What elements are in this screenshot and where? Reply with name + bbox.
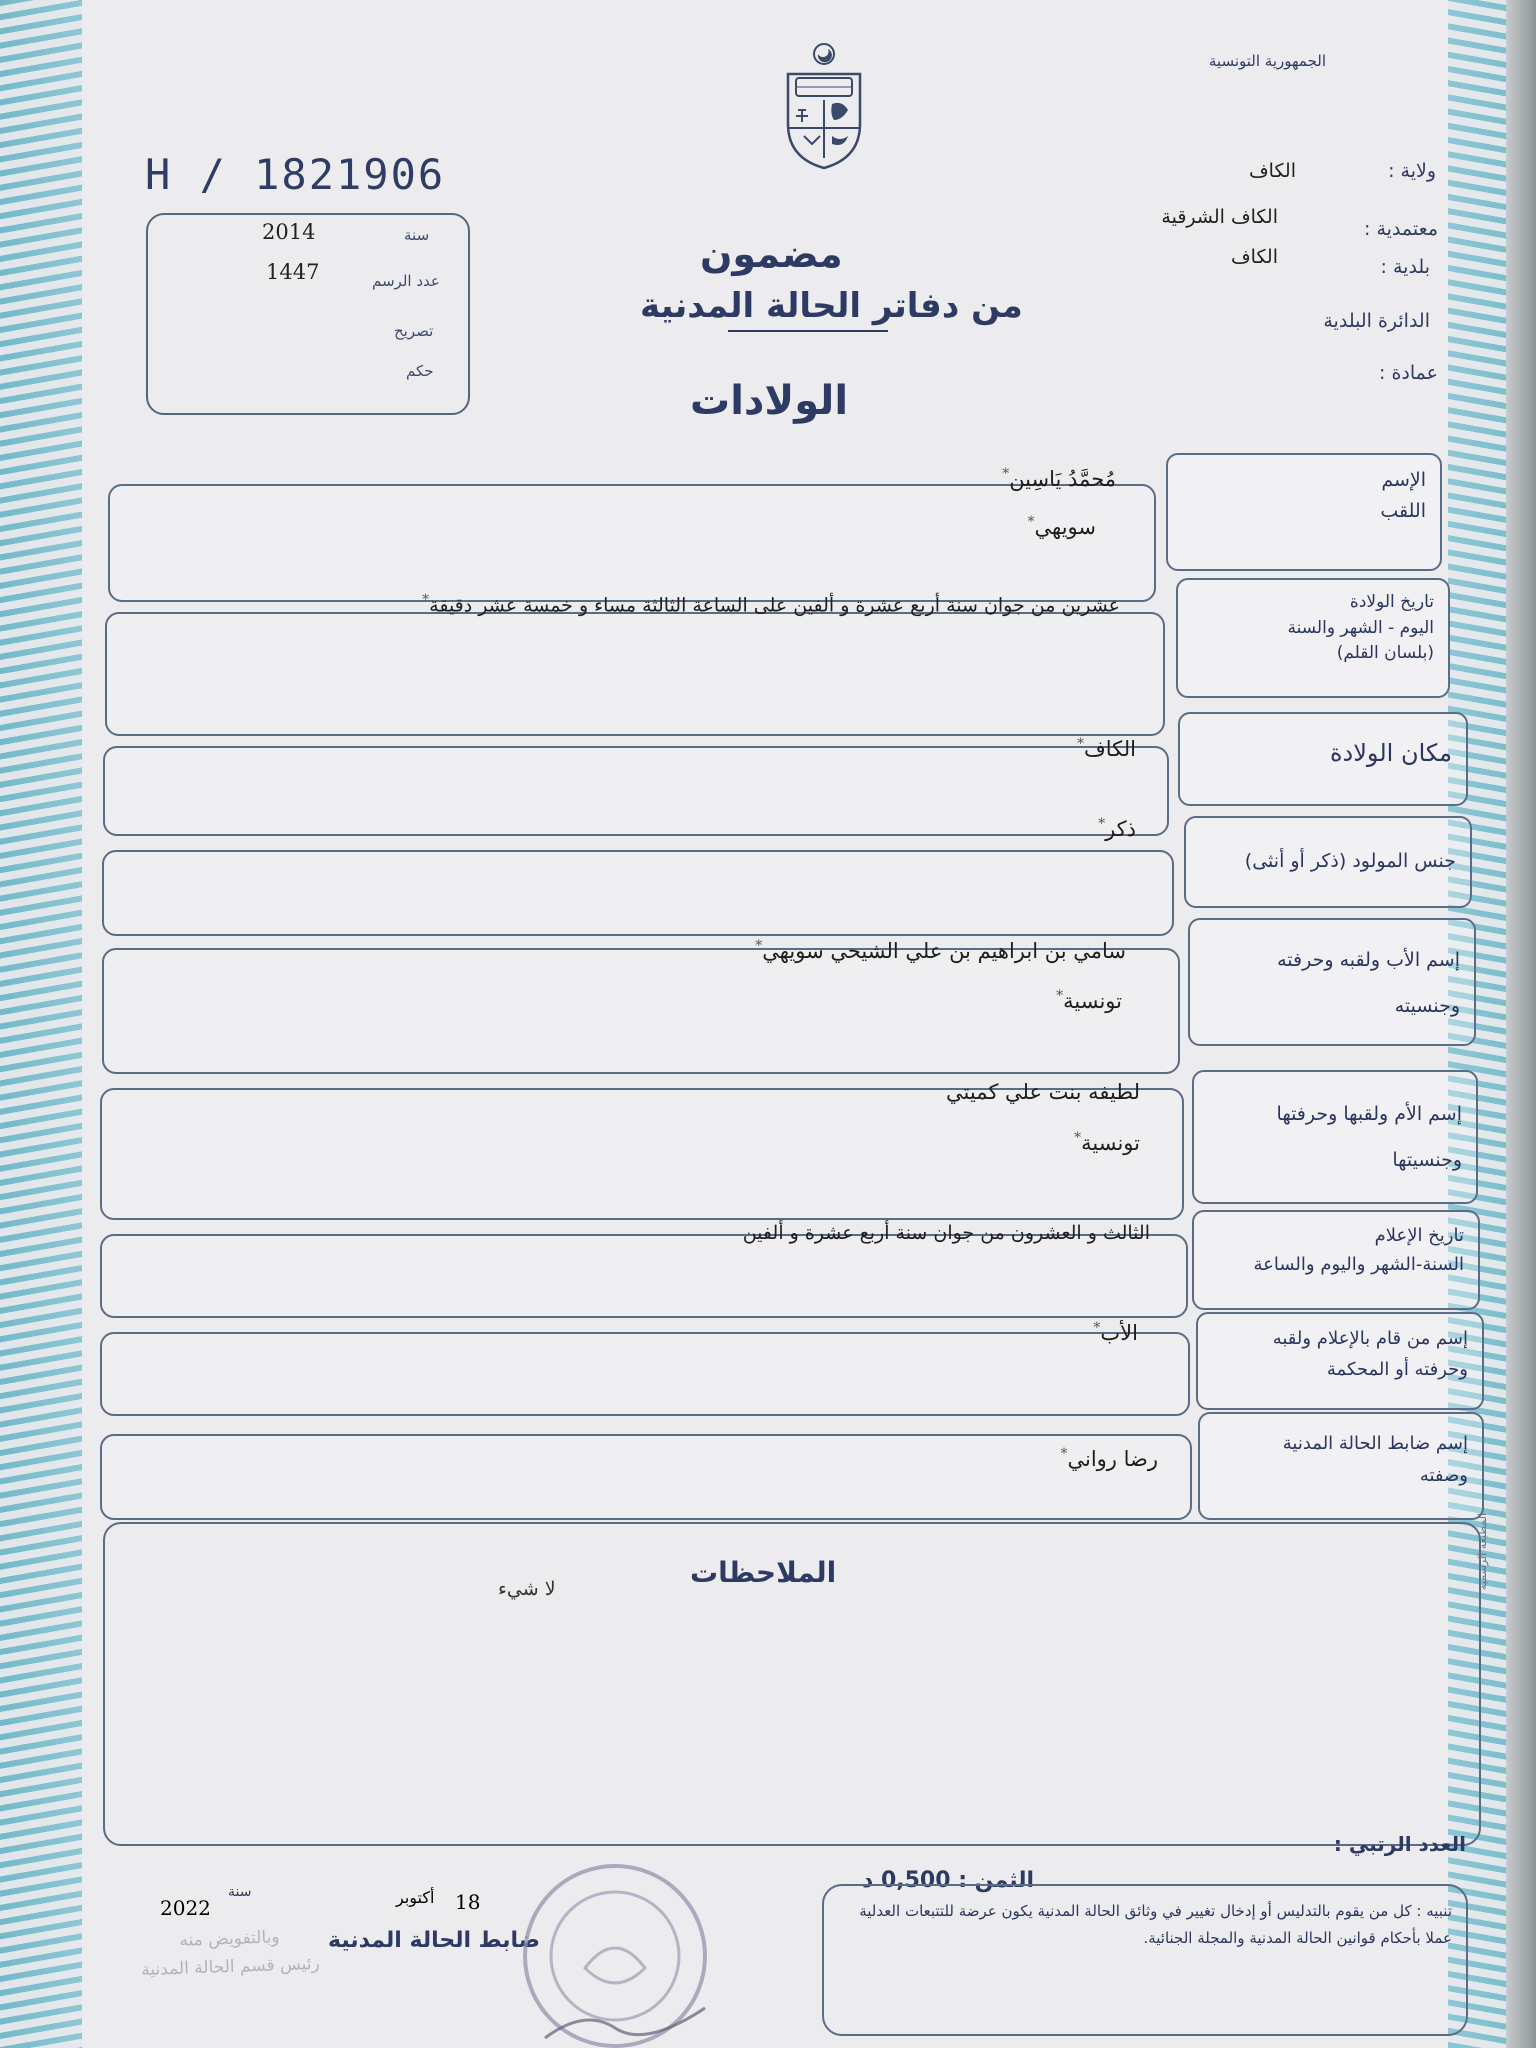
mother-nationality-label: وجنسيتها (1392, 1148, 1462, 1171)
remarks-title: الملاحظات (690, 1556, 837, 1589)
document-subtitle: من دفاتر الحالة المدنية (640, 286, 1023, 326)
father-label-box (1188, 918, 1476, 1046)
father-name-value: سامي بن ابراهيم بن علي الشيحي سويهي* (755, 938, 1126, 963)
official-seal-icon (505, 1848, 723, 2048)
issue-month: أكتوبر (396, 1888, 435, 1907)
registration-year-label: سنة (404, 226, 430, 244)
registration-number-label: عدد الرسم (372, 272, 440, 290)
name-value-box (108, 484, 1156, 602)
governorate-value: الكاف (1248, 160, 1296, 182)
surname-value: سويهي* (1027, 514, 1096, 539)
officer-value-box (100, 1434, 1192, 1520)
legal-notice: تنبيه : كل من يقوم بالتدليس أو إدخال تغيير في وثائق الحالة المدنية يكون عرضة للتتبعات العدلية عملا بأحكام قوانين الحالة المدنية والمجلة الجنائية. (859, 1902, 1452, 1947)
issue-year: 2022 (160, 1896, 211, 1920)
declarant-label-box (1196, 1312, 1484, 1410)
name-label-box (1166, 453, 1442, 571)
father-nationality-value: تونسية* (1056, 988, 1122, 1013)
delegation-label: معتمدية : (1364, 218, 1438, 240)
municipality-value: الكاف (1230, 246, 1278, 268)
declaration-date-value-box (100, 1234, 1188, 1318)
declarant-value-box (100, 1332, 1190, 1416)
registration-year: 2014 (262, 220, 316, 244)
declaration-date-value: الثالث و العشرون من جوان سنة أربع عشرة و ألفين (742, 1222, 1150, 1244)
birthplace-label-box (1178, 712, 1468, 806)
register-type-title: الولادات (690, 378, 849, 424)
municipal-district-label: الدائرة البلدية (1323, 310, 1430, 332)
remarks-value: لا شيء (498, 1578, 556, 1600)
subtitle-underline (728, 330, 888, 332)
declaration-date-label-box (1192, 1210, 1480, 1310)
printer-mark: المطبعة الرسمية (1476, 1512, 1489, 1590)
birth-date-sub-label: اليوم - الشهر والسنة (1287, 617, 1434, 638)
officer-signature-title: ضابط الحالة المدنية (328, 1928, 541, 1953)
officer-label: إسم ضابط الحالة المدنية (1282, 1433, 1468, 1454)
birth-date-value-box (105, 612, 1165, 736)
mother-name-value: لطيفه بنت علي كميتي (946, 1080, 1140, 1104)
declaration-date-sub-label: السنة-الشهر واليوم والساعة (1253, 1253, 1464, 1275)
delegation-stamp-line-2: وبالتفويض منه (179, 1927, 280, 1951)
price: الثمن : 0,500 د (862, 1868, 1034, 1893)
delegation-stamp (129, 1922, 331, 1985)
officer-label-box (1198, 1412, 1484, 1520)
first-name-value: مُحمَّدُ يَاسِين* (1002, 466, 1116, 491)
birth-date-note: (بلسان القلم) (1336, 643, 1434, 663)
declarant-value: الأب* (1093, 1320, 1138, 1345)
birthplace-value: الكاف* (1077, 736, 1136, 761)
judgment-label: حكم (406, 362, 434, 380)
sex-value: ذكر* (1098, 816, 1136, 841)
officer-sub-label: وصفته (1419, 1465, 1468, 1487)
page-edge-shadow (1506, 0, 1536, 2048)
governorate-label: ولاية : (1388, 160, 1436, 182)
surname-label: اللقب (1380, 500, 1426, 523)
issue-year-label: سنة (228, 1884, 252, 1900)
father-value-box (102, 948, 1180, 1074)
republic-heading: الجمهورية التونسية (1208, 52, 1326, 70)
registration-number: 1447 (266, 260, 320, 284)
left-security-border (0, 0, 82, 2048)
declaration-date-label: تاريخ الإعلام (1374, 1225, 1464, 1246)
issue-day: 18 (455, 1890, 481, 1914)
sex-label: جنس المولود (ذكر أو أنثى) (1244, 850, 1456, 872)
document-title: مضمون (700, 232, 843, 276)
sex-label-box (1184, 816, 1472, 908)
declarant-sub-label: وحرفته أو المحكمة (1326, 1358, 1468, 1380)
declarant-label: إسم من قام بالإعلام ولقبه (1272, 1328, 1468, 1349)
birthplace-value-box (103, 746, 1169, 836)
birthplace-label: مكان الولادة (1329, 739, 1452, 767)
mother-label: إسم الأم ولقبها وحرفتها (1276, 1103, 1462, 1125)
father-label: إسم الأب ولقبه وحرفته (1277, 949, 1460, 971)
declaration-label: تصريح (394, 322, 434, 340)
birth-date-value: عشرين من جوان سنة أربع عشرة و ألفين على الساعة الثالثة مساء و خمسة عشر دقيقة* (422, 592, 1120, 617)
delegation-value: الكاف الشرقية (1161, 206, 1278, 228)
officer-value: رضا رواني* (1060, 1446, 1158, 1471)
mother-nationality-value: تونسية* (1074, 1130, 1140, 1155)
first-name-label: الإسم (1381, 469, 1426, 491)
mother-value-box (100, 1088, 1184, 1220)
serial-number-label: العدد الرتبي : (1333, 1832, 1466, 1856)
delegation-stamp-line-1: رئيس قسم الحالة المدنية (140, 1953, 321, 1981)
mother-label-box (1192, 1070, 1478, 1204)
municipality-label: بلدية : (1380, 256, 1430, 278)
document-number: H / 1821906 (145, 150, 446, 199)
coat-of-arms-icon (778, 40, 870, 172)
birth-date-label-box (1176, 578, 1450, 698)
sex-value-box (102, 850, 1174, 936)
birth-date-label: تاريخ الولادة (1349, 592, 1434, 612)
father-nationality-label: وجنسيته (1394, 994, 1460, 1017)
imada-label: عمادة : (1379, 362, 1438, 384)
